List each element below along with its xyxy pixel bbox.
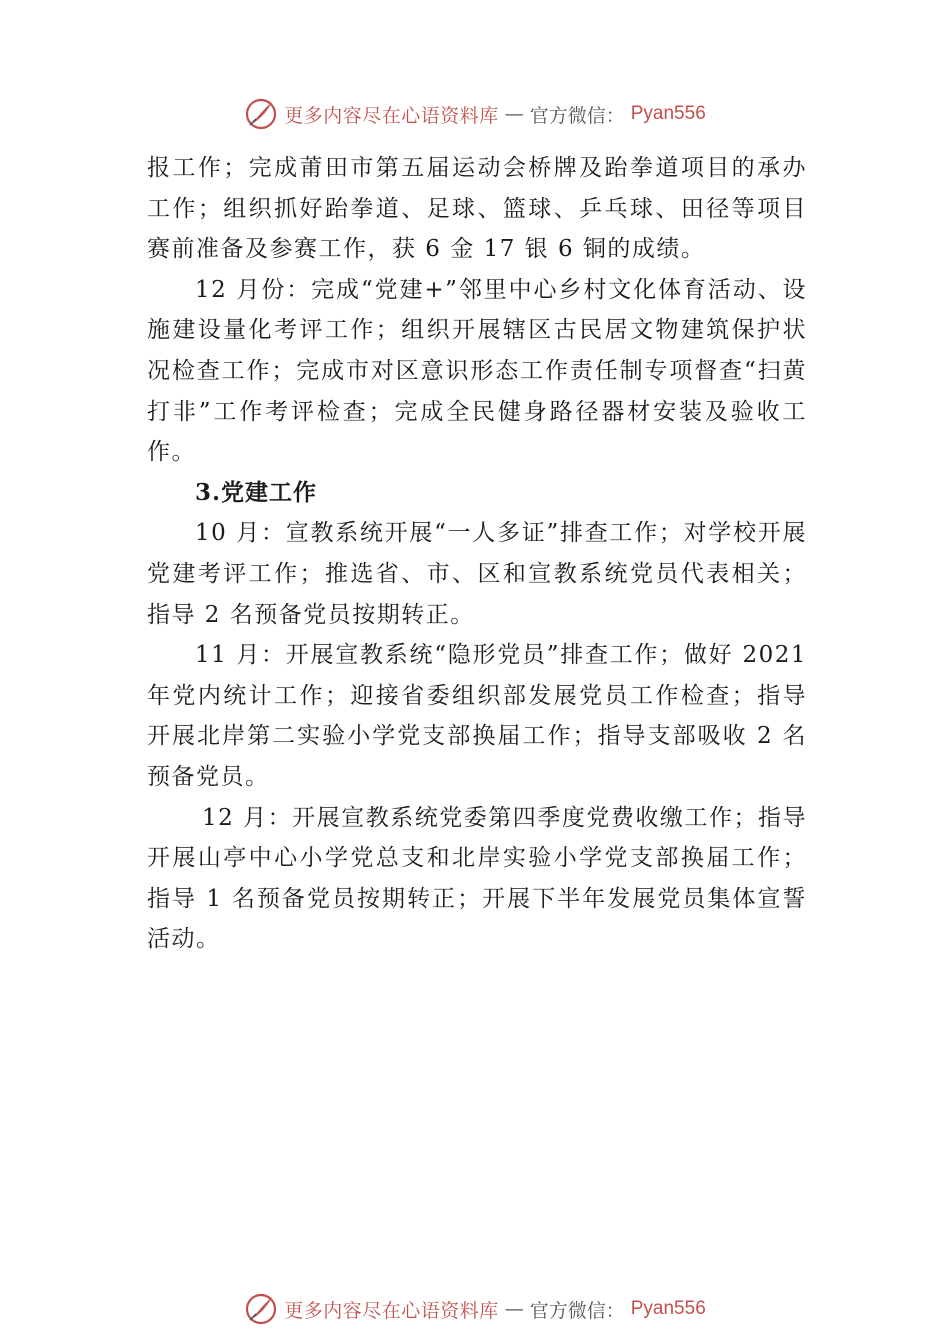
watermark-label: 官方微信： — [529, 104, 625, 127]
watermark-separator: — — [504, 103, 524, 125]
paragraph-october: 10 月：宣教系统开展“一人多证”排查工作；对学校开展党建考评工作；推选省、市、区和宣教系统党员代表相关；指导 2 名预备党员按期转正。 — [147, 520, 807, 628]
paragraph-december-culture: 12 月份：完成“党建+”邻里中心乡村文化体育活动、设施建设量化考评工作；组织开展辖区古民居文物建筑保护状况检查工作；完成市对区意识形态工作责任制专项督查“扫黄打非”工作考评检查；完成全民健身路径器材安装及验收工作。 — [147, 276, 807, 466]
watermark-wechat-id: Pyan556 — [630, 103, 706, 124]
watermark-label: 官方微信： — [529, 1299, 625, 1322]
paragraph-november: 11 月：开展宣教系统“隐形党员”排查工作；做好 2021 年党内统计工作；迎接省委组织部发展党员工作检查；指导开展北岸第二实验小学党支部换届工作；指导支部吸收 2 名预备党员。 — [147, 642, 807, 790]
quill-logo-icon — [244, 1292, 278, 1326]
watermark-brand: 更多内容尽在心语资料库 — [284, 1299, 499, 1322]
paragraph-sports-continuation: 报工作；完成莆田市第五届运动会桥牌及跆拳道项目的承办工作；组织抓好跆拳道、足球、篮球、乒乓球、田径等项目赛前准备及参赛工作，获 6 金 17 银 6 铜的成绩。 — [147, 155, 807, 263]
watermark-header — [0, 94, 950, 134]
watermark-footer — [0, 1289, 950, 1329]
watermark-wechat-id: Pyan556 — [630, 1298, 706, 1319]
watermark-brand: 更多内容尽在心语资料库 — [284, 104, 499, 127]
quill-logo-icon — [244, 97, 278, 131]
section-heading-party-building: 3.党建工作 — [195, 478, 318, 506]
paragraph-december-party: 12 月：开展宣教系统党委第四季度党费收缴工作；指导开展山亭中心小学党总支和北岸实验小学党支部换届工作； 指导 1 名预备党员按期转正；开展下半年发展党员集体宣誓活动。 — [147, 804, 807, 953]
document-body — [147, 148, 807, 960]
watermark-separator: — — [504, 1298, 524, 1320]
